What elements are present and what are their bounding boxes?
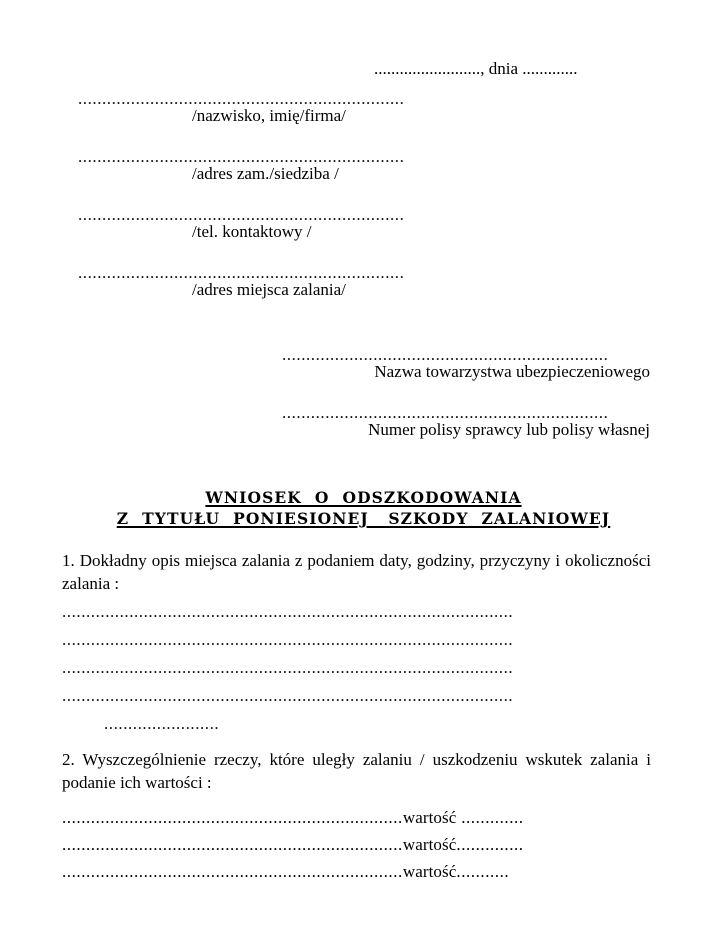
spacer — [62, 731, 651, 748]
insurer-caption-policy: Numer polisy sprawcy lub polisy własnej — [368, 420, 650, 439]
value-label-1: wartość — [402, 808, 457, 827]
date-line: ........................., dnia ............. — [374, 59, 578, 78]
spacer — [62, 595, 651, 605]
identity-rule-name: .................................................................... — [78, 92, 405, 106]
spacer — [62, 619, 651, 633]
document-title-line-1: WNIOSEK O ODSZKODOWANIA — [205, 488, 522, 507]
section-1-answer-line-2: .............................................................................................. — [62, 633, 514, 647]
identity-rule-address: .................................................................... — [78, 150, 405, 164]
value-leader-1: ....................................................................... — [62, 808, 403, 827]
value-trailer-3: ........... — [456, 862, 510, 881]
identity-caption-name: /nazwisko, imię/firma/ — [192, 106, 346, 125]
document-title — [0, 487, 727, 529]
value-leader-2: ....................................................................... — [62, 835, 403, 854]
value-leader-3: ....................................................................... — [62, 862, 403, 881]
spacer — [62, 794, 651, 804]
section-1-answer-line-4: .............................................................................................. — [62, 689, 514, 703]
section-1-text: 1. Dokładny opis miejsca zalania z podaniem daty, godziny, przyczyny i okoliczności zalania : — [62, 551, 651, 593]
insurer-rule-company: .................................................................... — [282, 348, 609, 362]
spacer — [62, 647, 651, 661]
section-1-answer-line-5: ........................ — [104, 717, 220, 731]
spacer — [62, 675, 651, 689]
identity-caption-phone: /tel. kontaktowy / — [192, 222, 312, 241]
spacer — [62, 703, 651, 717]
identity-caption-flood-address: /adres miejsca zalania/ — [192, 280, 346, 299]
document-title-line-2: Z TYTUŁU PONIESIONEJ SZKODY ZALANIOWEJ — [116, 509, 611, 528]
value-trailer-1: ............. — [456, 808, 524, 827]
section-1-answer-line-1: .............................................................................................. — [62, 605, 514, 619]
identity-rule-flood-address: .................................................................... — [78, 266, 405, 280]
insurer-caption-company: Nazwa towarzystwa ubezpieczeniowego — [374, 362, 650, 381]
section-2-value-row-1 — [62, 804, 651, 831]
section-1-answer-line-3: .............................................................................................. — [62, 661, 514, 675]
document-body — [62, 549, 651, 885]
section-2-value-row-2 — [62, 831, 651, 858]
insurer-rule-policy: .................................................................... — [282, 406, 609, 420]
section-2-value-row-3 — [62, 858, 651, 885]
value-trailer-2: .............. — [456, 835, 524, 854]
value-label-2: wartość — [402, 835, 457, 854]
section-2-text: 2. Wyszczególnienie rzeczy, które uległy zalaniu / uszkodzeniu wskutek zalania i podanie ich wartości : — [62, 750, 651, 792]
value-label-3: wartość — [402, 862, 457, 881]
identity-rule-phone: .................................................................... — [78, 208, 405, 222]
identity-caption-address: /adres zam./siedziba / — [192, 164, 339, 183]
